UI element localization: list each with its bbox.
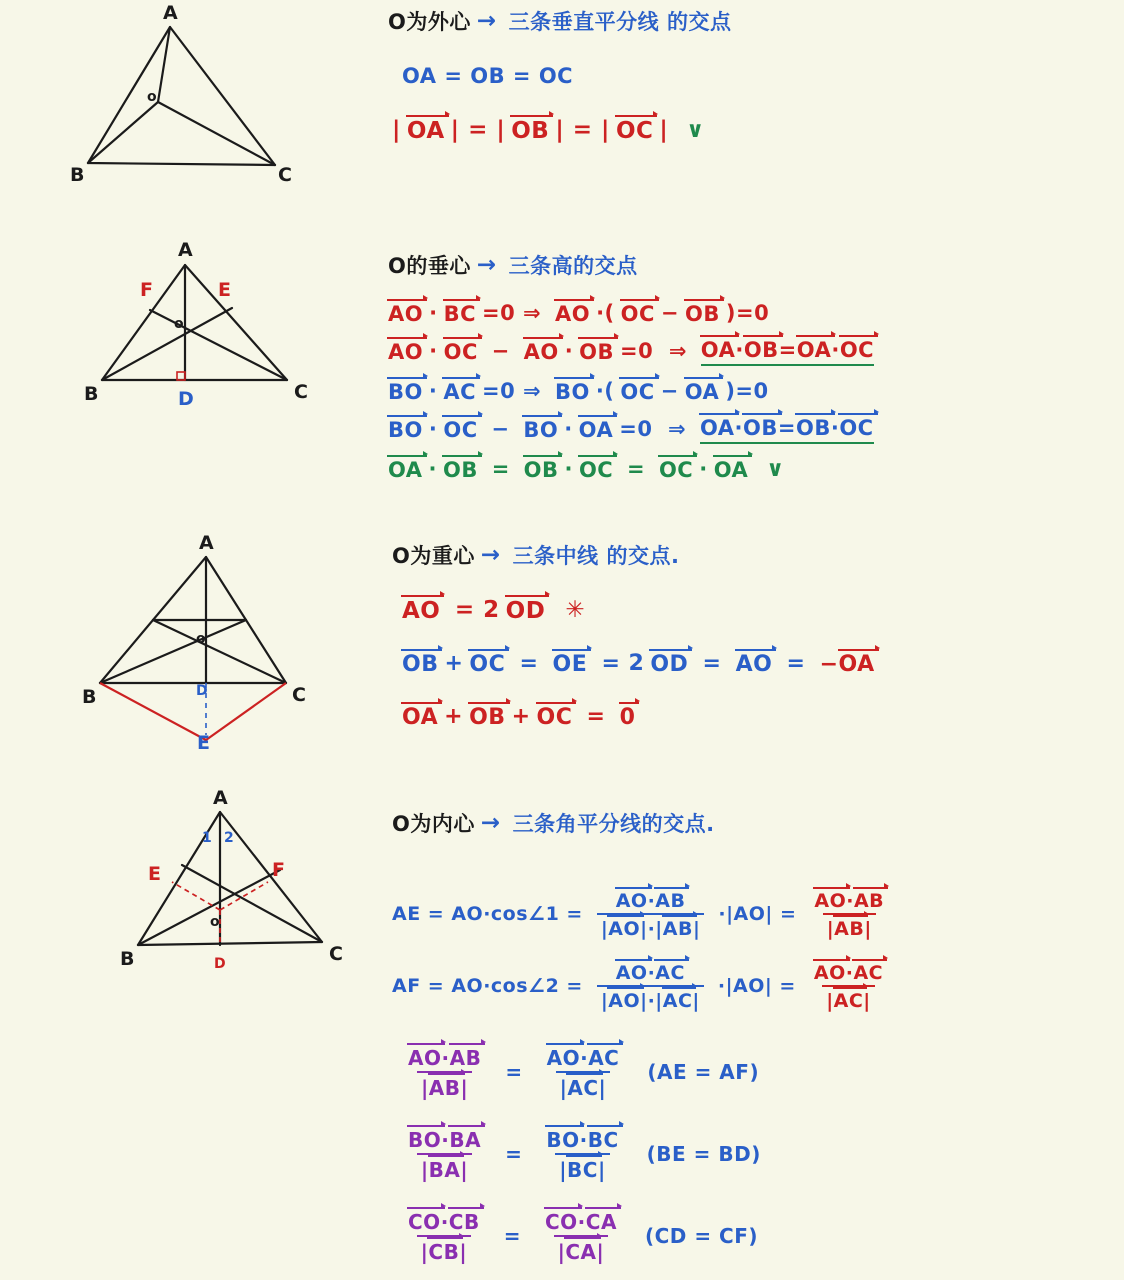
vertex-label-C: C xyxy=(292,684,306,706)
vertex-label-B: B xyxy=(84,383,99,405)
equation-ao-2od: AO = 2 OD ✳ xyxy=(402,597,586,624)
center-label-O: o xyxy=(174,316,184,332)
point-label-D: D xyxy=(196,683,208,699)
arrow-icon: → xyxy=(480,810,501,836)
heading-left-centroid: O为重心 xyxy=(392,544,475,568)
center-label-O: o xyxy=(147,89,157,105)
ratio-ae-af: $\frac{AO\cdot AB}{|AB|}$ = $\frac{AO\cdot AC}{|AC|}$ (AE = AF) xyxy=(408,1046,760,1100)
vertex-label-A: A xyxy=(213,787,228,809)
check-mark-icon: ∨ xyxy=(766,456,785,482)
vertex-label-B: B xyxy=(120,948,135,970)
diagram-circumcenter xyxy=(70,2,320,195)
foot-label-E: E xyxy=(218,279,231,301)
heading-right-circumcenter: 三条垂直平分线 的交点 xyxy=(508,10,732,34)
equation-bo-dot-ac: BO · AC =0 ⇒ BO ·( OC − OA )=0 xyxy=(388,379,769,404)
vertex-label-C: C xyxy=(329,943,343,965)
diagram-incenter xyxy=(110,787,370,990)
heading-left-incenter: O为内心 xyxy=(392,812,475,836)
vertex-label-C: C xyxy=(294,381,308,403)
angle-label-2: 2 xyxy=(224,830,234,846)
vertex-label-A: A xyxy=(178,239,193,261)
vertex-label-B: B xyxy=(70,164,85,186)
ratio-cd-cf: $\frac{CO\cdot CB}{|CB|}$ = $\frac{CO\cdot CA}{|CA|}$ (CD = CF) xyxy=(408,1210,759,1264)
foot-label-D: D xyxy=(178,388,194,410)
notes-orthocenter xyxy=(388,250,874,482)
ratio-note-3: (CD = CF) xyxy=(644,1224,759,1248)
angle-label-1: 1 xyxy=(202,830,212,846)
arrow-icon: → xyxy=(480,542,501,568)
equation-oa-ob-oc: OA = OB = OC xyxy=(402,64,574,88)
touch-label-D: D xyxy=(214,956,226,972)
center-label-O: o xyxy=(210,914,220,930)
star-icon: ✳ xyxy=(565,597,586,623)
equation-ao-dot-bc: AO · BC =0 ⇒ AO ·( OC − OB )=0 xyxy=(388,301,770,326)
check-mark-icon: ∨ xyxy=(686,117,705,143)
ratio-be-bd: $\frac{BO\cdot BA}{|BA|}$ = $\frac{BO\cdot BC}{|BC|}$ (BE = BD) xyxy=(408,1128,761,1182)
equation-ae: AE = AO·cos∠1 = $\frac{AO\cdot AB}{|AO|\cdot|AB|}$ ·|AO| = $\frac{AO\cdot AB}{|AB|}$ xyxy=(392,890,885,940)
heading-left-orthocenter: O的垂心 xyxy=(388,254,471,278)
vertex-label-C: C xyxy=(278,164,292,186)
diagram-centroid xyxy=(78,532,328,754)
point-label-E: E xyxy=(197,732,210,754)
vertex-label-A: A xyxy=(163,2,178,24)
notes-incenter xyxy=(392,808,888,1264)
foot-label-F: F xyxy=(140,279,153,301)
heading-right-orthocenter: 三条高的交点 xyxy=(508,254,638,278)
ratio-note-2: (BE = BD) xyxy=(646,1142,761,1166)
ratio-note-1: (AE = AF) xyxy=(647,1060,760,1084)
diagram-orthocenter xyxy=(72,240,322,420)
equation-centroid-sum-zero: OA + OB + OC = 0 xyxy=(402,704,636,730)
heading-left-circumcenter: O为外心 xyxy=(388,10,471,34)
arrow-icon: → xyxy=(476,252,497,278)
equation-magnitudes-equal: | OA | = | OB | = | OC | ∨ xyxy=(392,117,705,144)
equation-af: AF = AO·cos∠2 = $\frac{AO\cdot AC}{|AO|\cdot|AC|}$ ·|AO| = $\frac{AO\cdot AC}{|AC|}$ xyxy=(392,962,884,1012)
touch-label-F: F xyxy=(272,859,285,881)
arrow-icon: → xyxy=(476,8,497,34)
vertex-label-B: B xyxy=(82,686,97,708)
notes-circumcenter xyxy=(388,6,731,144)
heading-right-incenter: 三条角平分线的交点. xyxy=(512,812,715,836)
touch-label-E: E xyxy=(148,863,161,885)
vertex-label-A: A xyxy=(199,532,214,554)
notes-centroid xyxy=(392,540,875,730)
heading-right-centroid: 三条中线 的交点. xyxy=(512,544,680,568)
center-label-O: o xyxy=(196,631,206,647)
equation-orthocenter-result: OA · OB = OB · OC = OC · OA ∨ xyxy=(388,456,785,482)
equation-bo-expand: BO · OC − BO · OA =0 ⇒ OA·OB=OB·OC xyxy=(388,416,874,442)
equation-ao-expand: AO · OC − AO · OB =0 ⇒ OA·OB=OA·OC xyxy=(388,338,875,364)
equation-ob-plus-oc: OB + OC = OE = 2 OD = AO = −OA xyxy=(402,651,875,677)
